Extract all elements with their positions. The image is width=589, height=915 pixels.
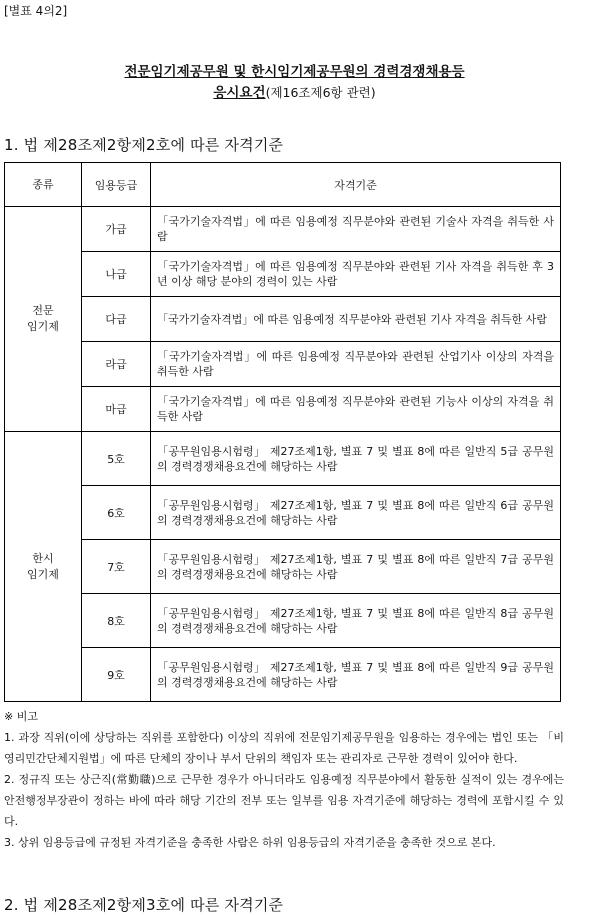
grade-cell: 가급 <box>82 207 151 252</box>
table-row <box>5 594 561 648</box>
annex-tag: [별표 4의2] <box>4 4 68 18</box>
section1-heading: 1. 법 제28조제2항제2호에 따른 자격기준 <box>4 136 284 154</box>
notes-block <box>4 706 564 853</box>
header-type: 종류 <box>5 163 82 207</box>
grade-cell: 7호 <box>82 540 151 594</box>
note-item: 1. 과장 직위(이에 상당하는 직위를 포함한다) 이상의 직위에 전문임기제공무원을 임용하는 경우에는 법인 또는 「비영리민간단체지원법」에 따른 단체의 장이나 부서 단위의 책임자 또는 관리자로 근무한 경력이 있어야 한다. <box>4 731 564 765</box>
title-line1: 전문임기제공무원 및 한시임기제공무원의 경력경쟁채용등 <box>124 64 465 80</box>
grade-cell: 나급 <box>82 252 151 297</box>
document-title <box>0 60 589 80</box>
table-row <box>5 252 561 297</box>
grade-cell: 라급 <box>82 342 151 387</box>
criteria-cell: 「공무원임용시험령」 제27조제1항, 별표 7 및 별표 8에 따른 일반직 9급 공무원의 경력경쟁채용요건에 해당하는 사람 <box>151 648 561 702</box>
table-row <box>5 486 561 540</box>
note-item: 2. 정규직 또는 상근직(常勤職)으로 근무한 경우가 아니더라도 임용예정 직무분야에서 활동한 실적이 있는 경우에는 안전행정부장관이 정하는 바에 따라 해당 기간의 전부 또는 일부를 임용 자격기준에 해당하는 경력에 포함시킬 수 있다. <box>4 773 564 828</box>
title-line2-paren: (제16조제6항 관련) <box>265 85 376 100</box>
grade-cell: 5호 <box>82 432 151 486</box>
note-item: 3. 상위 임용등급에 규정된 자격기준을 충족한 사람은 하위 임용등급의 자격기준을 충족한 것으로 본다. <box>4 836 496 849</box>
table-row <box>5 297 561 342</box>
table-row <box>5 540 561 594</box>
table-row <box>5 432 561 486</box>
header-criteria: 자격기준 <box>151 163 561 207</box>
table-row <box>5 342 561 387</box>
criteria-cell: 「공무원임용시험령」 제27조제1항, 별표 7 및 별표 8에 따른 일반직 8급 공무원의 경력경쟁채용요건에 해당하는 사람 <box>151 594 561 648</box>
criteria-cell: 「공무원임용시험령」 제27조제1항, 별표 7 및 별표 8에 따른 일반직 6급 공무원의 경력경쟁채용요건에 해당하는 사람 <box>151 486 561 540</box>
criteria-cell: 「국가기술자격법」에 따른 임용예정 직무분야와 관련된 기능사 이상의 자격을 취득한 사람 <box>151 387 561 432</box>
criteria-cell: 「공무원임용시험령」 제27조제1항, 별표 7 및 별표 8에 따른 일반직 5급 공무원의 경력경쟁채용요건에 해당하는 사람 <box>151 432 561 486</box>
group-label-temporary: 한시 임기제 <box>5 432 82 702</box>
criteria-cell: 「국가기술자격법」에 따른 임용예정 직무분야와 관련된 산업기사 이상의 자격을 취득한 사람 <box>151 342 561 387</box>
section2-heading: 2. 법 제28조제2항제3호에 따른 자격기준 <box>4 896 284 914</box>
notes-heading: ※ 비고 <box>4 710 38 723</box>
table-row <box>5 648 561 702</box>
grade-cell: 8호 <box>82 594 151 648</box>
header-grade: 임용등급 <box>82 163 151 207</box>
table-row <box>5 207 561 252</box>
document-subtitle <box>0 81 589 101</box>
grade-cell: 6호 <box>82 486 151 540</box>
criteria-cell: 「공무원임용시험령」 제27조제1항, 별표 7 및 별표 8에 따른 일반직 7급 공무원의 경력경쟁채용요건에 해당하는 사람 <box>151 540 561 594</box>
criteria-cell: 「국가기술자격법」에 따른 임용예정 직무분야와 관련된 기술사 자격을 취득한 사람 <box>151 207 561 252</box>
criteria-cell: 「국가기술자격법」에 따른 임용예정 직무분야와 관련된 기사 자격을 취득한 후 3년 이상 해당 분야의 경력이 있는 사람 <box>151 252 561 297</box>
grade-cell: 9호 <box>82 648 151 702</box>
table-header-row <box>5 163 561 207</box>
criteria-cell: 「국가기술자격법」에 따른 임용예정 직무분야와 관련된 기사 자격을 취득한 사람 <box>151 297 561 342</box>
qualification-table <box>4 162 561 702</box>
grade-cell: 마급 <box>82 387 151 432</box>
grade-cell: 다급 <box>82 297 151 342</box>
table-row <box>5 387 561 432</box>
group-label-professional: 전문 임기제 <box>5 207 82 432</box>
title-line2-bold: 응시요건 <box>213 85 266 101</box>
